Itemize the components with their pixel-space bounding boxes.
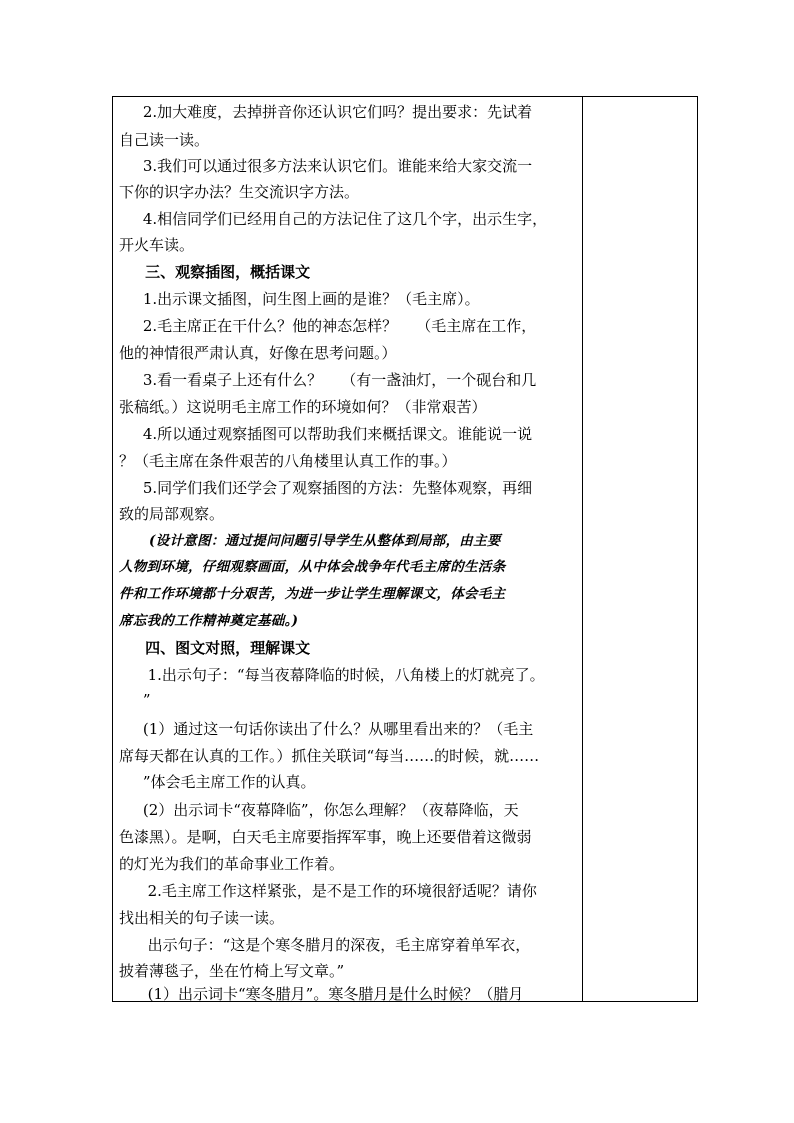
text-line: 找出相关的句子读一读。 xyxy=(119,909,285,927)
text-line: 1.出示课文插图，问生图上画的是谁？（毛主席）。 xyxy=(119,290,480,308)
text-line: (2）出示词卡“夜幕降临”，你怎么理解？（夜幕降临，天 xyxy=(119,801,519,819)
text-line: 4.相信同学们已经用自己的方法记住了这几个字，出示生字， xyxy=(119,210,548,228)
section-heading: 四、图文对照，理解课文 xyxy=(119,639,311,657)
text-line: (1）出示词卡“寒冬腊月”。寒冬腊月是什么时候？（腊月 xyxy=(119,985,524,1003)
lesson-table xyxy=(112,96,698,1002)
text-line: 自己读一读。 xyxy=(119,131,210,149)
text-line: 席每天都在认真的工作。）抓住关联词“每当……的时候，就…… xyxy=(119,747,540,765)
text-line: 张稿纸。）这说明毛主席工作的环境如何？（非常艰苦） xyxy=(119,398,487,416)
design-intent-line: (设计意图：通过提问问题引导学生从整体到局部，由主要 xyxy=(119,533,501,549)
text-line: 色漆黑）。是啊，白天毛主席要指挥军事，晚上还要借着这微弱 xyxy=(119,828,532,846)
text-line: ？（毛主席在条件艰苦的八角楼里认真工作的事。） xyxy=(119,452,457,470)
text-line: 的灯光为我们的革命事业工作着。 xyxy=(119,855,345,873)
text-line: 致的局部观察。 xyxy=(119,505,225,523)
text-line: 出示句子：“这是个寒冬腊月的深夜，毛主席穿着单军衣， xyxy=(119,936,531,954)
text-line: ”体会毛主席工作的认真。 xyxy=(119,773,316,791)
text-line: 下你的识字办法？生交流识字方法。 xyxy=(119,183,360,201)
text-line: ” xyxy=(119,691,151,709)
text-line: 他的神情很严肃认真，好像在思考问题。） xyxy=(119,344,397,362)
text-line: 4.所以通过观察插图可以帮助我们来概括课文。谁能说一说 xyxy=(119,425,533,443)
text-line: 开火车读。 xyxy=(119,236,195,254)
text-line: 5.同学们我们还学会了观察插图的方法：先整体观察，再细 xyxy=(119,479,533,497)
teaching-process-cell xyxy=(113,97,582,1001)
design-intent-line: 件和工作环境都十分艰苦，为进一步让学生理解课文，体会毛主 xyxy=(119,586,506,602)
design-intent-line: 席忘我的工作精神奠定基础。) xyxy=(119,613,299,629)
text-line: 2.加大难度，去掉拼音你还认识它们吗？提出要求：先试着 xyxy=(119,103,533,121)
text-line: 3.我们可以通过很多方法来认识它们。谁能来给大家交流一 xyxy=(119,157,533,175)
section-heading: 三、观察插图，概括课文 xyxy=(119,263,311,281)
column-divider xyxy=(582,97,583,1001)
text-line: 2.毛主席正在干什么？他的神态怎样？ （毛主席在工作， xyxy=(119,317,537,335)
text-line: 1.出示句子：“每当夜幕降临的时候，八角楼上的灯就亮了。 xyxy=(119,666,545,684)
text-line: 3.看一看桌子上还有什么？ （有一盏油灯，一个砚台和几 xyxy=(119,371,537,389)
text-line: (1）通过这一句话你读出了什么？从哪里看出来的？（毛主 xyxy=(119,720,534,738)
design-intent-line: 人物到环境，仔细观察画面，从中体会战争年代毛主席的生活条 xyxy=(119,559,506,575)
text-line: 披着薄毯子，坐在竹椅上写文章。” xyxy=(119,962,345,980)
text-line: 2.毛主席工作这样紧张，是不是工作的环境很舒适呢？请你 xyxy=(119,882,537,900)
